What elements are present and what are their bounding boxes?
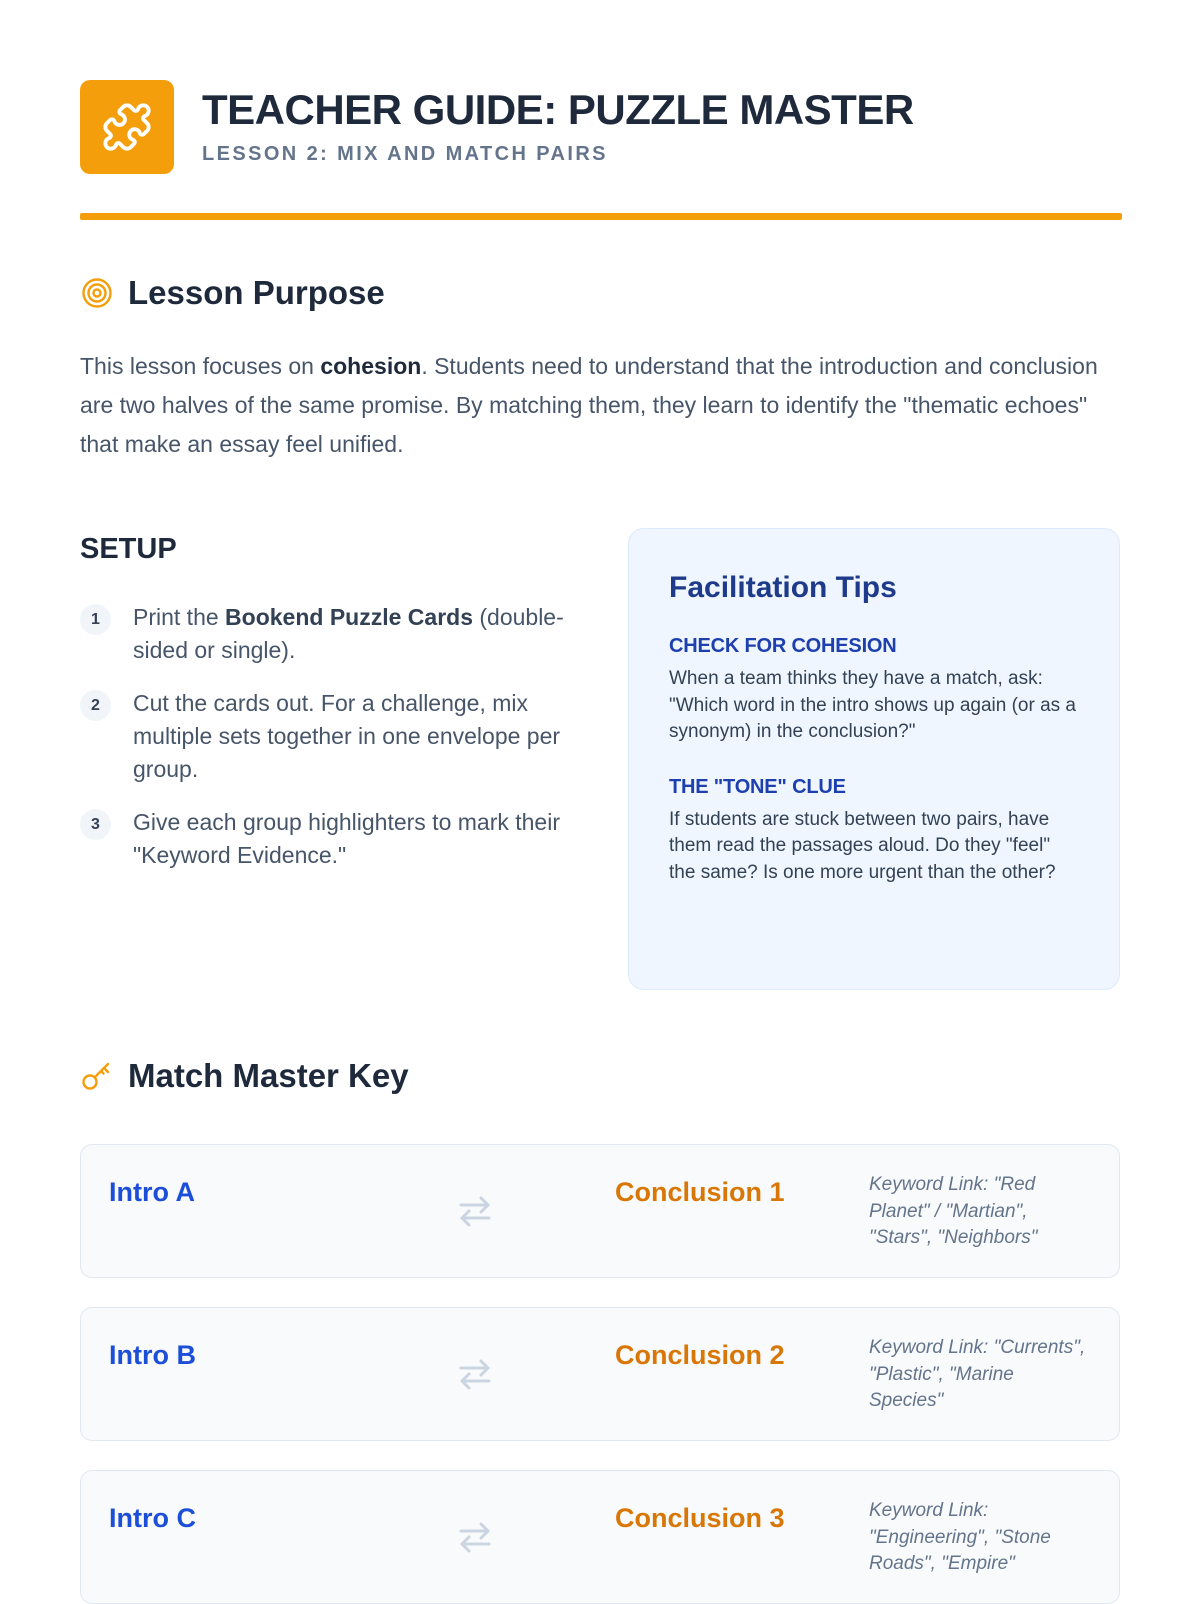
swap-arrows-icon	[455, 1517, 495, 1557]
tips-heading: Facilitation Tips	[669, 571, 897, 604]
setup-step	[80, 806, 580, 872]
intro-label: Intro A	[109, 1177, 195, 1207]
page-subtitle: LESSON 2: MIX AND MATCH PAIRS	[202, 143, 608, 165]
step-emphasis: Bookend Puzzle Cards	[225, 604, 473, 630]
conclusion-label: Conclusion 1	[615, 1177, 785, 1207]
lesson-purpose-text	[80, 347, 1130, 464]
swap-arrows-icon	[455, 1354, 495, 1394]
facilitation-tips-box	[628, 528, 1120, 990]
step-text-part: (double-sided or single).	[133, 604, 564, 663]
lesson-purpose-heading	[80, 274, 385, 312]
match-row	[80, 1470, 1120, 1604]
tip-title: CHECK FOR COHESION	[669, 635, 897, 657]
setup-step	[80, 601, 580, 667]
match-row	[80, 1307, 1120, 1441]
step-number: 1	[80, 604, 111, 635]
section-title: Lesson Purpose	[128, 274, 385, 311]
conclusion-label: Conclusion 2	[615, 1340, 785, 1370]
tip-body: If students are stuck between two pairs, have them read the passages aloud. Do they "feel" the same? Is one more urgent than the other?	[669, 808, 1056, 883]
page-header	[80, 80, 1120, 220]
step-text-part: Give each group highlighters to mark their "Keyword Evidence."	[133, 809, 560, 868]
keyword-link: Keyword Link: "Currents", "Plastic", "Marine Species"	[869, 1337, 1086, 1411]
swap-arrows-icon	[455, 1191, 495, 1231]
step-text-part: Cut the cards out. For a challenge, mix multiple sets together in one envelope per group.	[133, 690, 561, 782]
step-text-part: Print the	[133, 604, 226, 630]
intro-label: Intro B	[109, 1340, 196, 1370]
step-number: 2	[80, 690, 111, 721]
purpose-text-part: This lesson focuses on	[80, 353, 321, 379]
purpose-emphasis: cohesion	[320, 353, 422, 379]
setup-heading: SETUP	[80, 533, 177, 565]
keyword-link: Keyword Link: "Red Planet" / "Martian", "Stars", "Neighbors"	[869, 1174, 1038, 1248]
purpose-text-part: . Students need to understand that the introduction and conclusion are two halves of the same promise. By matching them, they learn to identify the "thematic echoes" that make an essay feel unified.	[80, 353, 1098, 457]
setup-steps	[80, 601, 580, 892]
tip-title: THE "TONE" CLUE	[669, 775, 846, 798]
intro-label: Intro C	[109, 1503, 196, 1533]
match-row	[80, 1144, 1120, 1278]
puzzle-icon	[80, 80, 174, 174]
keyword-link: Keyword Link: "Engineering", "Stone Roads", "Empire"	[869, 1500, 1051, 1574]
header-divider	[80, 213, 1122, 220]
step-text	[133, 806, 580, 872]
key-icon	[80, 1059, 114, 1093]
section-title: Match Master Key	[128, 1057, 409, 1094]
conclusion-label: Conclusion 3	[615, 1503, 785, 1533]
tip-body: When a team thinks they have a match, ask: "Which word in the intro shows up again (or as a synonym) in the conclusion?"	[669, 668, 1076, 742]
setup-step	[80, 687, 580, 786]
match-key-heading	[80, 1057, 409, 1095]
step-text	[133, 601, 580, 667]
target-icon	[80, 276, 114, 310]
step-number: 3	[80, 809, 111, 840]
step-text	[133, 687, 580, 786]
page-title: TEACHER GUIDE: PUZZLE MASTER	[202, 86, 914, 133]
